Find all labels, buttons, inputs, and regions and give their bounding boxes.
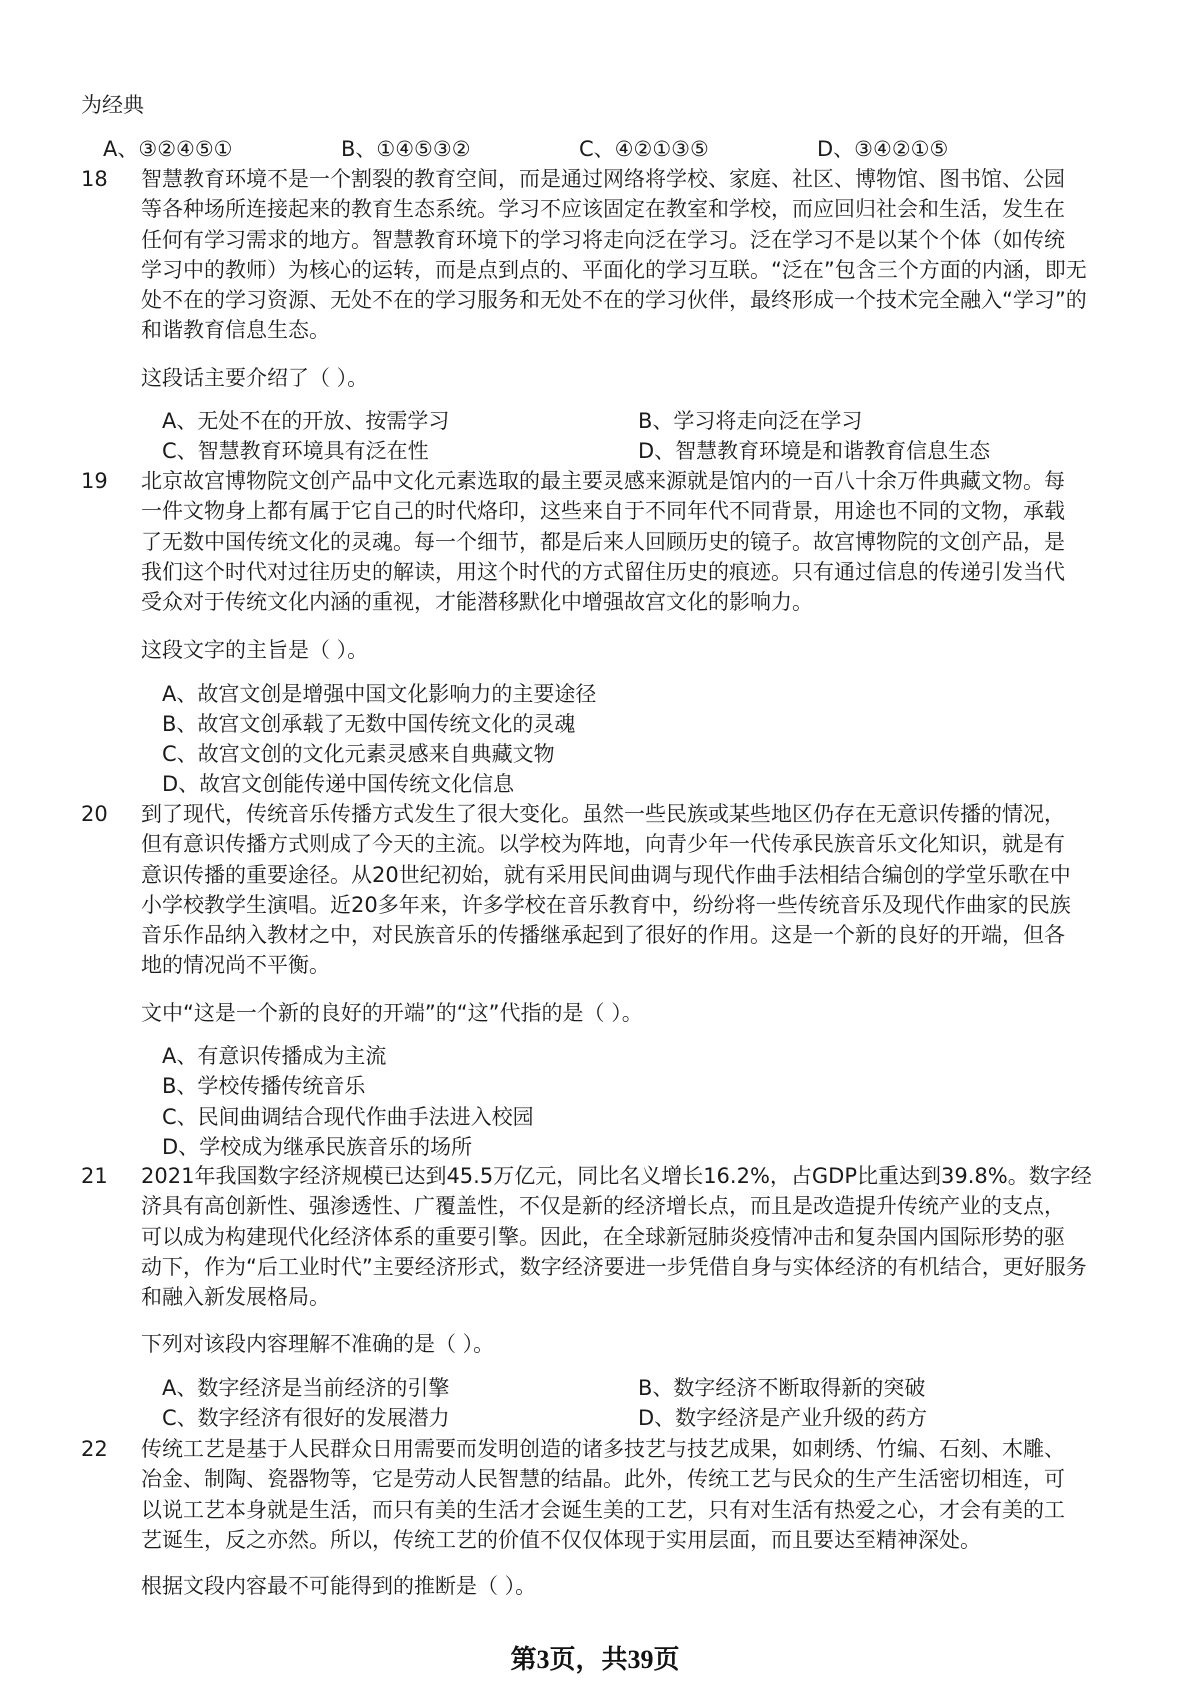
passage-line: 动下，作为“后工业时代”主要经济形式，数字经济要进一步凭借自身与实体经济的有机结合，更好服务 — [141, 1254, 1087, 1279]
question-passage — [141, 1161, 1092, 1312]
question-prompt: 这段文字的主旨是（ ）。 — [141, 638, 369, 662]
passage-line: 了无数中国传统文化的灵魂。每一个细节，都是后来人回顾历史的镜子。故宫博物院的文创产品，是 — [141, 529, 1065, 554]
passage-line: 以说工艺本身就是生活，而只有美的生活才会诞生美的工艺，只有对生活有热爱之心，才会有美的工 — [141, 1497, 1065, 1522]
passage-line: 地的情况尚不平衡。 — [141, 953, 330, 978]
question-number: 21 — [81, 1164, 108, 1188]
option-d: D、学校成为继承民族音乐的场所 — [162, 1135, 473, 1159]
page-number-footer: 第3页，共39页 — [510, 1645, 680, 1674]
option-d: D、故宫文创能传递中国传统文化信息 — [162, 772, 515, 796]
passage-line: 济具有高创新性、强渗透性、广覆盖性，不仅是新的经济增长点，而且是改造提升传统产业的支点， — [141, 1194, 1065, 1219]
option-d: D、智慧教育环境是和谐教育信息生态 — [638, 439, 991, 463]
passage-line: 和融入新发展格局。 — [141, 1285, 330, 1310]
passage-line: 可以成为构建现代化经济体系的重要引擎。因此，在全球新冠肺炎疫情冲击和复杂国内国际形势的驱 — [141, 1224, 1065, 1249]
question-text-line: 为经典 — [81, 93, 144, 117]
option-c: C、智慧教育环境具有泛在性 — [162, 439, 429, 463]
option-c: C、④②①③⑤ — [579, 137, 709, 161]
question-passage — [141, 466, 1065, 617]
passage-line: 学习中的教师）为核心的运转，而是点到点的、平面化的学习互联。“泛在”包含三个方面的内涵，即无 — [141, 257, 1087, 282]
passage-line: 传统工艺是基于人民群众日用需要而发明创造的诸多技艺与技艺成果，如刺绣、竹编、石刻、木雕、 — [141, 1437, 1065, 1461]
option-c: C、故宫文创的文化元素灵感来自典藏文物 — [162, 742, 555, 766]
option-b: B、①④⑤③② — [341, 137, 471, 161]
passage-line: 小学校教学生演唱。近20多年来，许多学校在音乐教育中，纷纷将一些传统音乐及现代作曲家的民族 — [141, 892, 1071, 917]
passage-line: 音乐作品纳入教材之中，对民族音乐的传播继承起到了很好的作用。这是一个新的良好的开端，但各 — [141, 923, 1065, 948]
passage-line: 但有意识传播方式则成了今天的主流。以学校为阵地，向青少年一代传承民族音乐文化知识，就是有 — [141, 832, 1065, 857]
option-b: B、学习将走向泛在学习 — [638, 409, 863, 433]
passage-line: 受众对于传统文化内涵的重视，才能潜移默化中增强故宫文化的影响力。 — [141, 590, 813, 615]
passage-line: 处不在的学习资源、无处不在的学习服务和无处不在的学习伙伴，最终形成一个技术完全融入“学习”的 — [141, 288, 1087, 313]
option-d: D、数字经济是产业升级的药方 — [638, 1406, 928, 1430]
question-number: 20 — [81, 802, 108, 826]
option-c: C、数字经济有很好的发展潜力 — [162, 1406, 450, 1430]
passage-line: 冶金、制陶、瓷器物等，它是劳动人民智慧的结晶。此外，传统工艺与民众的生产生活密切相连，可 — [141, 1467, 1065, 1492]
passage-line: 和谐教育信息生态。 — [141, 318, 330, 343]
question-prompt: 文中“这是一个新的良好的开端”的“这”代指的是（ ）。 — [141, 1001, 643, 1025]
question-passage — [141, 799, 1071, 981]
question-prompt: 下列对该段内容理解不准确的是（ ）。 — [141, 1332, 495, 1356]
option-b: B、数字经济不断取得新的突破 — [638, 1376, 926, 1400]
option-b: B、学校传播传统音乐 — [162, 1074, 366, 1098]
option-b: B、故宫文创承载了无数中国传统文化的灵魂 — [162, 712, 576, 736]
passage-line: 一件文物身上都有属于它自己的时代烙印，这些来自于不同年代不同背景，用途也不同的文物，承载 — [141, 499, 1065, 524]
passage-line: 任何有学习需求的地方。智慧教育环境下的学习将走向泛在学习。泛在学习不是以某个个体（如传统 — [141, 227, 1065, 252]
passage-line: 到了现代，传统音乐传播方式发生了很大变化。虽然一些民族或某些地区仍存在无意识传播的情况， — [141, 802, 1065, 826]
option-d: D、③④②①⑤ — [817, 137, 949, 161]
question-number: 22 — [81, 1437, 108, 1461]
question-passage — [141, 164, 1087, 346]
option-a: A、有意识传播成为主流 — [162, 1044, 387, 1068]
passage-line: 北京故宫博物院文创产品中文化元素选取的最主要灵感来源就是馆内的一百八十余万件典藏文物。每 — [141, 469, 1065, 493]
passage-line: 等各种场所连接起来的教育生态系统。学习不应该固定在教室和学校，而应回归社会和生活，发生在 — [141, 197, 1065, 222]
passage-line: 艺诞生，反之亦然。所以，传统工艺的价值不仅仅体现于实用层面，而且要达至精神深处。 — [141, 1527, 981, 1552]
option-a: A、数字经济是当前经济的引擎 — [162, 1376, 450, 1400]
passage-line: 我们这个时代对过往历史的解读，用这个时代的方式留住历史的痕迹。只有通过信息的传递引发当代 — [141, 559, 1065, 584]
option-a: A、无处不在的开放、按需学习 — [162, 409, 450, 433]
question-prompt: 根据文段内容最不可能得到的推断是（ ）。 — [141, 1574, 537, 1598]
option-a: A、③②④⑤① — [103, 137, 233, 161]
option-a: A、故宫文创是增强中国文化影响力的主要途径 — [162, 682, 597, 706]
question-passage — [141, 1434, 1065, 1555]
passage-line: 智慧教育环境不是一个割裂的教育空间，而是通过网络将学校、家庭、社区、博物馆、图书馆、公园 — [141, 167, 1065, 191]
passage-line: 意识传播的重要途径。从20世纪初始，就有采用民间曲调与现代作曲手法相结合编创的学堂乐歌在中 — [141, 862, 1071, 887]
question-number: 19 — [81, 469, 108, 493]
option-c: C、民间曲调结合现代作曲手法进入校园 — [162, 1105, 534, 1129]
question-number: 18 — [81, 167, 108, 191]
passage-line: 2021年我国数字经济规模已达到45.5万亿元，同比名义增长16.2%，占GDP比重达到39.8%。数字经 — [141, 1164, 1092, 1188]
question-prompt: 这段话主要介绍了（ ）。 — [141, 366, 369, 390]
